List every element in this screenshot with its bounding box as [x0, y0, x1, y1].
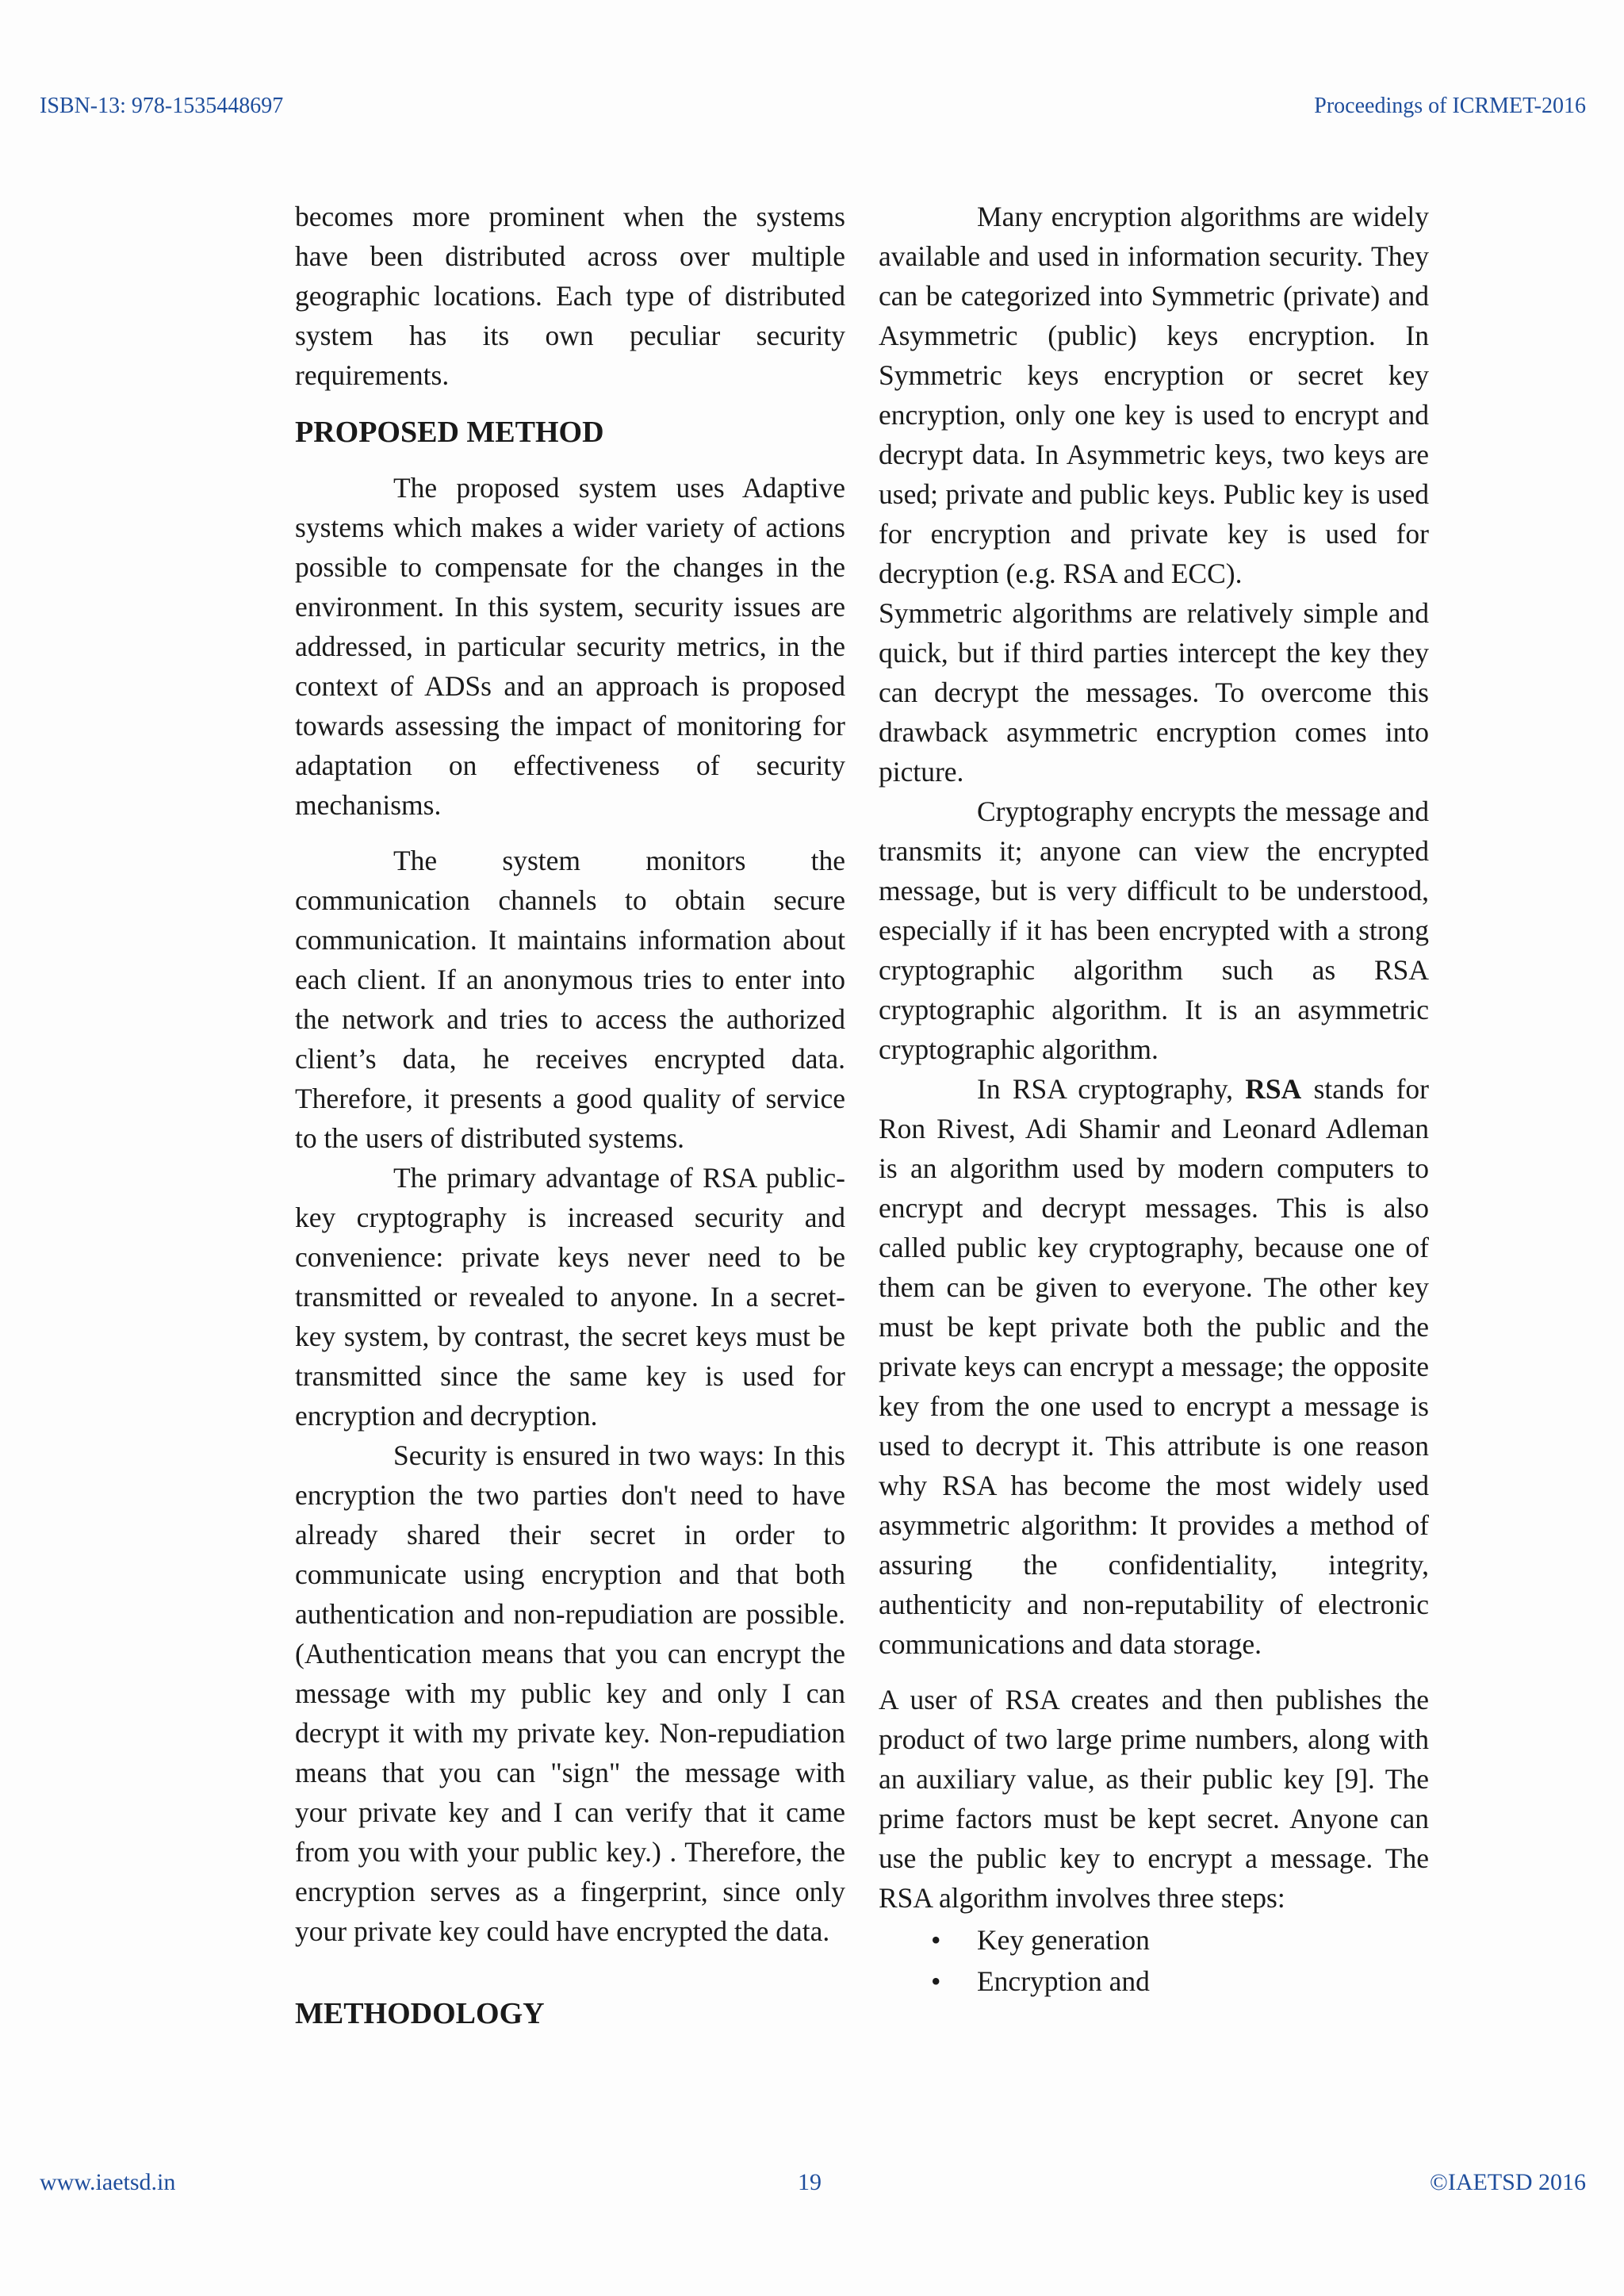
- body-paragraph: Security is ensured in two ways: In this encryption the two parties don't need to have already shared their secret in order to communicate using encryption and that both authentication and non-repudiation are possible. (Authentication means that you can encrypt the message with my public key and only I can decrypt it with my private key. Non-repudiation means that you can "sign" the message with your private key and I can verify that it came from you with your public key.) . Therefore, the encryption serves as a fingerprint, since only your private key could have encrypted the data.: [295, 1439, 845, 1947]
- body-paragraph: The system monitors the communication channels to obtain secure communication. It maintains information about each client. If an anonymous tries to enter into the network and tries to access the authorized client’s data, he receives encrypted data. Therefore, it presents a good quality of service to the users of distributed systems.: [295, 845, 845, 1154]
- proposed-method-heading: PROPOSED METHOD: [295, 416, 604, 449]
- left-column: [295, 197, 845, 2033]
- rsa-paragraph: [879, 1069, 1429, 1664]
- rsa-bold-term: RSA: [1245, 1073, 1302, 1105]
- rsa-rest-text: stands for Ron Rivest, Adi Shamir and Leonard Adleman is an algorithm used by modern computers to encrypt and decrypt messages. This is also called public key cryptography, because one of them can be given to everyone. The other key must be kept private both the public and the private keys can encrypt a message; the opposite key from the one used to encrypt a message is used to decrypt it. This attribute is one reason why RSA has become the most widely used asymmetric algorithm: It provides a method of assuring the confidentiality, integrity, authenticity and non-reputability of electronic communications and data storage.: [879, 1073, 1429, 1660]
- intro-paragraph: becomes more prominent when the systems have been distributed across over multiple geographic locations. Each type of distributed system has its own peculiar security requirements.: [295, 201, 845, 391]
- proceedings-header: Proceedings of ICRMET-2016: [1314, 94, 1586, 118]
- body-paragraph: Symmetric algorithms are relatively simple and quick, but if third parties intercept the key they can decrypt the messages. To overcome this drawback asymmetric encryption comes into picture.: [879, 597, 1429, 788]
- list-item: [879, 1961, 1429, 2002]
- list-item: [879, 1919, 1429, 1961]
- rsa-lead-text: In RSA cryptography,: [977, 1073, 1234, 1105]
- bullet-icon: •: [931, 1924, 941, 1956]
- rsa-steps-list: [879, 1919, 1429, 2002]
- body-paragraph: The proposed system uses Adaptive systems which makes a wider variety of actions possible to compensate for the changes in the environment. In this system, security issues are addressed, in particular security metrics, in the context of ADSs and an approach is proposed towards assessing the impact of monitoring for adaptation on effectiveness of security mechanisms.: [295, 472, 845, 821]
- copyright-footer: ©IAETSD 2016: [1430, 2169, 1586, 2195]
- list-item-label: Encryption and: [977, 1965, 1150, 1997]
- methodology-heading: METHODOLOGY: [295, 1997, 545, 2030]
- body-paragraph: A user of RSA creates and then publishes the product of two large prime numbers, along with an auxiliary value, as their public key [9]. The prime factors must be kept secret. Anyone can use the public key to encrypt a message. The RSA algorithm involves three steps:: [879, 1684, 1429, 1914]
- website-link[interactable]: www.iaetsd.in: [40, 2169, 176, 2195]
- isbn-header: ISBN-13: 978-1535448697: [40, 94, 284, 118]
- bullet-icon: •: [931, 1965, 941, 1997]
- page-number: 19: [798, 2169, 822, 2195]
- body-paragraph: Cryptography encrypts the message and transmits it; anyone can view the encrypted message, but is very difficult to be understood, especially if it has been encrypted with a strong cryptographic algorithm such as RSA cryptographic algorithm. It is an asymmetric cryptographic algorithm.: [879, 795, 1429, 1065]
- list-item-label: Key generation: [977, 1924, 1150, 1956]
- body-paragraph: The primary advantage of RSA public-key cryptography is increased security and convenience: private keys never need to be transmitted or revealed to anyone. In a secret-key system, by contrast, the secret keys must be transmitted since the same key is used for encryption and decryption.: [295, 1162, 845, 1432]
- body-paragraph: Many encryption algorithms are widely available and used in information security. They can be categorized into Symmetric (private) and Asymmetric (public) keys encryption. In Symmetric keys encryption or secret key encryption, only one key is used to encrypt and decrypt data. In Asymmetric keys, two keys are used; private and public keys. Public key is used for encryption and private key is used for decryption (e.g. RSA and ECC).: [879, 201, 1429, 589]
- right-column: [879, 197, 1429, 2002]
